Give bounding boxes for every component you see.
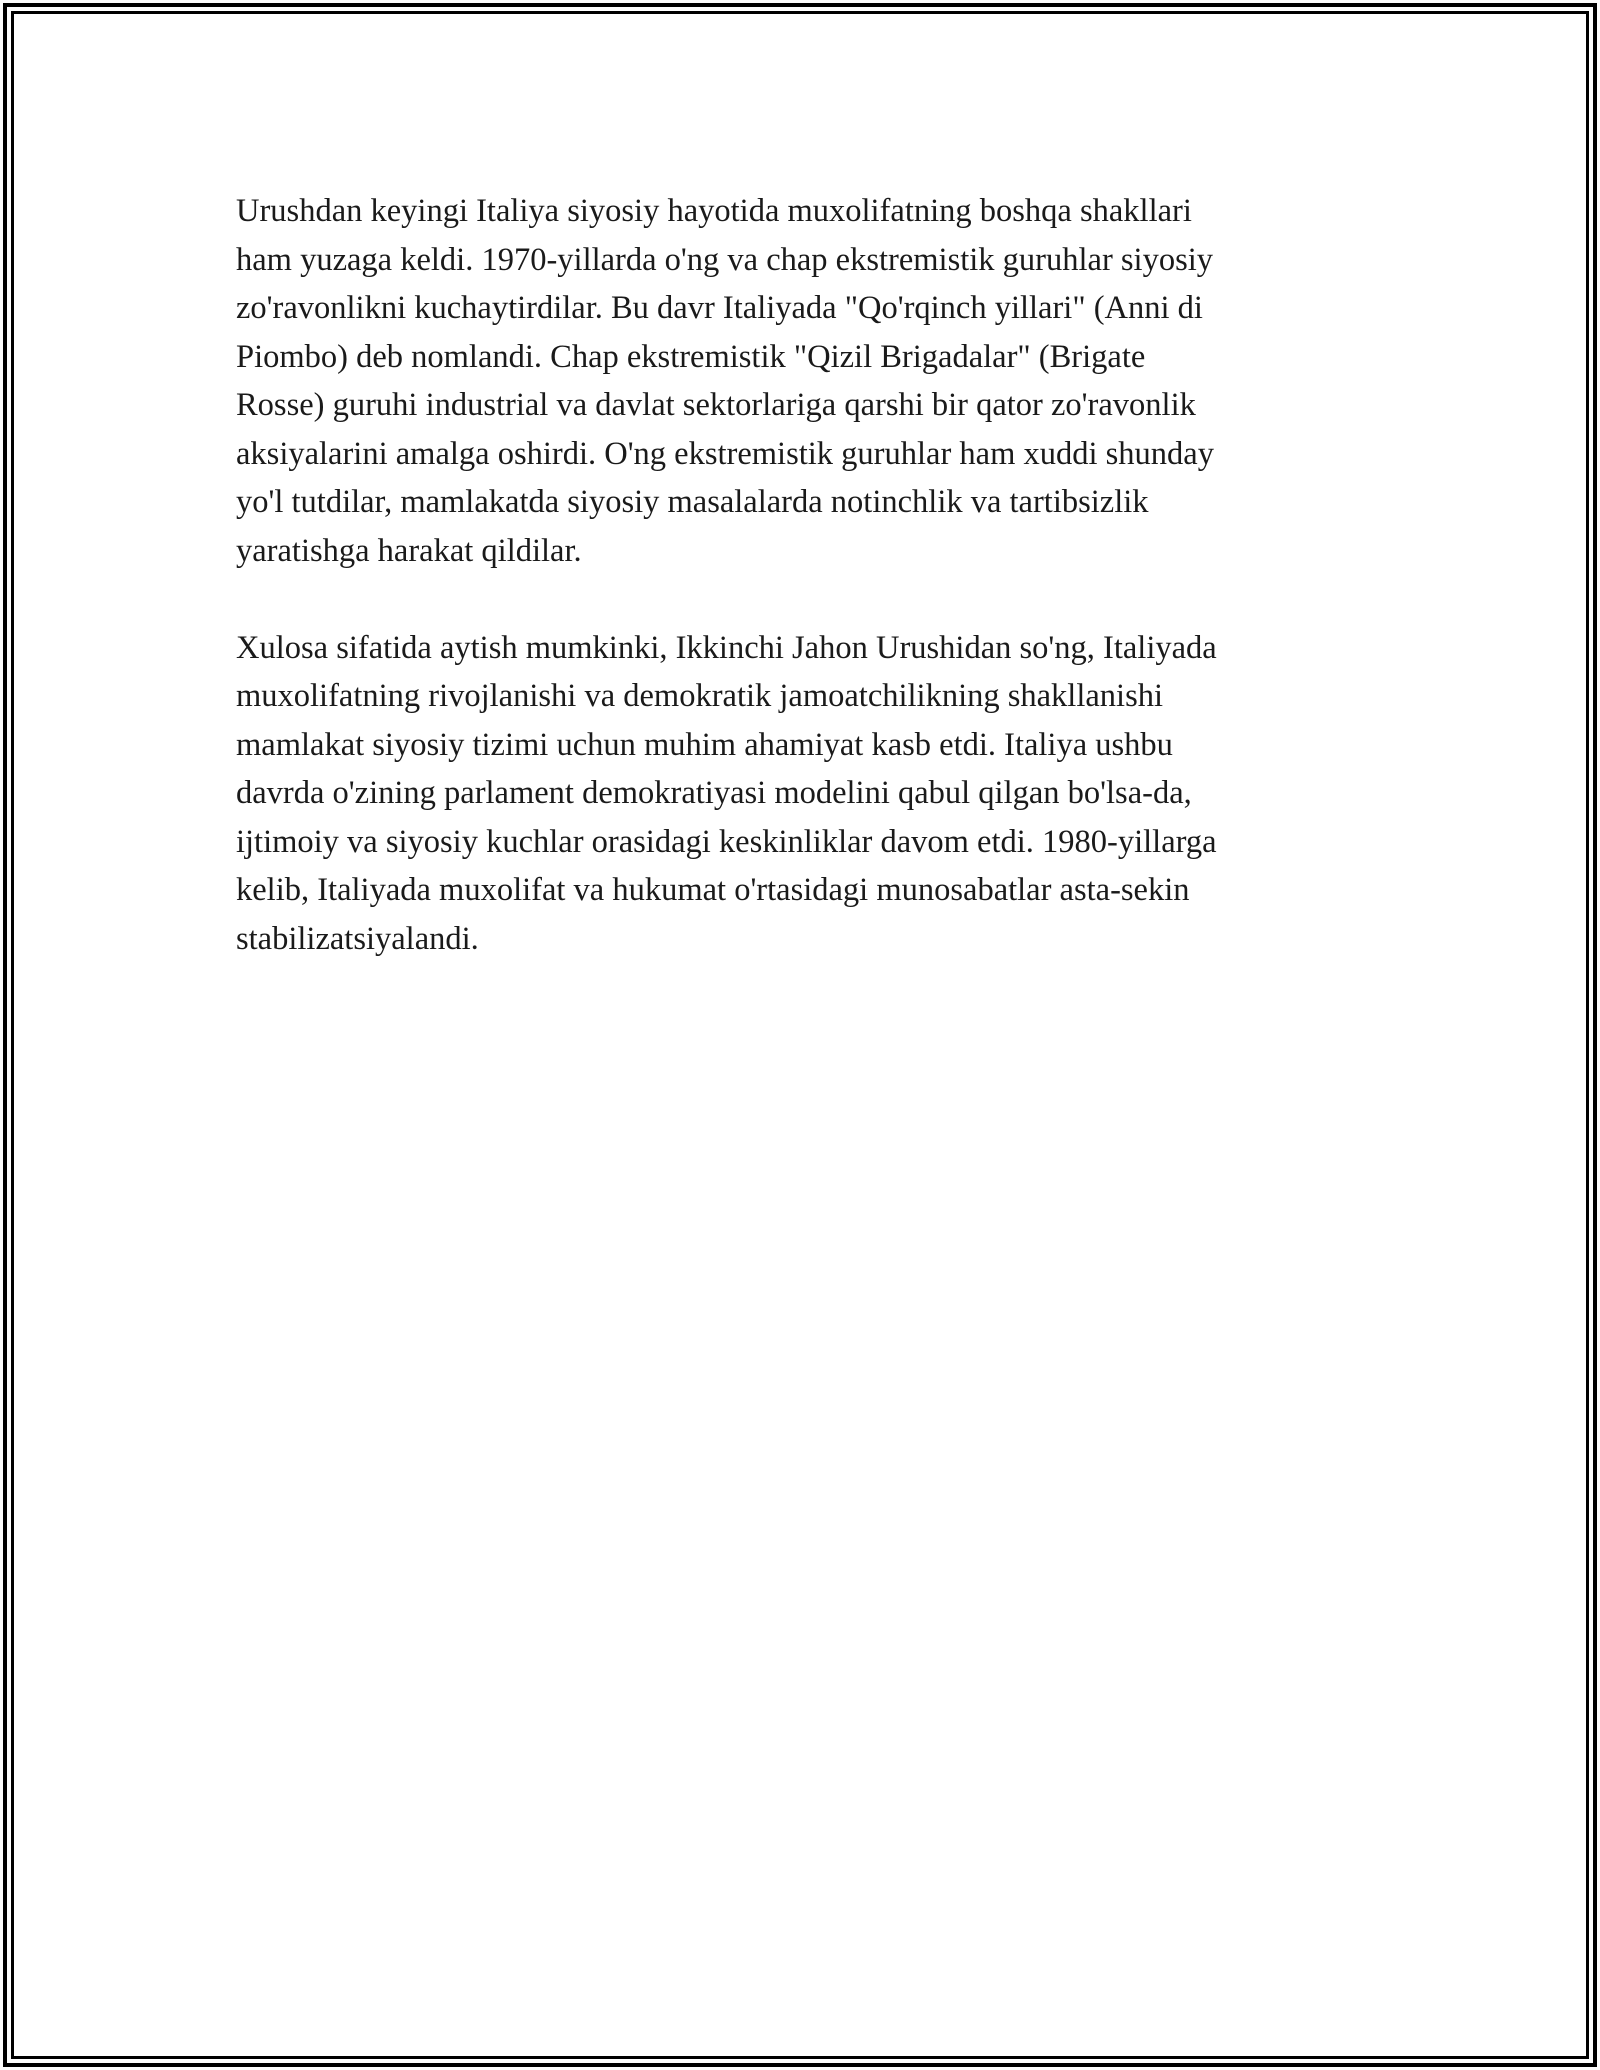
paragraph-2: Xulosa sifatida aytish mumkinki, Ikkinchi Jahon Urushidan so'ng, Italiyada muxolifatning rivojlanishi va demokratik jamoatchilikning shakllanishi mamlakat siyosiy tizimi uchun muhim ahamiyat kasb etdi. Italiya ushbu davrda o'zining parlament demokratiyasi modelini qabul qilgan bo'lsa-da, ijtimoiy va siyosiy kuchlar orasidagi keskinliklar davom etdi. 1980-yillarga kelib, Italiyada muxolifat va hukumat o'rtasidagi munosabatlar asta-sekin stabilizatsiyalandi.	[236, 629, 1217, 957]
paragraph-1: Urushdan keyingi Italiya siyosiy hayotida muxolifatning boshqa shakllari ham yuzaga keldi. 1970-yillarda o'ng va chap ekstremistik guruhlar siyosiy zo'ravonlikni kuchaytirdilar. Bu davr Italiyada "Qo'rqinch yillari" (Anni di Piombo) deb nomlandi. Chap ekstremistik "Qizil Brigadalar" (Brigate Rosse) guruhi industrial va davlat sektorlariga qarshi bir qator zo'ravonlik aksiyalarini amalga oshirdi. O'ng ekstremistik guruhlar ham xuddi shunday yo'l tutdilar, mamlakatda siyosiy masalalarda notinchlik va tartibsizlik yaratishga harakat qildilar.	[236, 193, 1214, 569]
document-body	[236, 187, 1366, 1012]
